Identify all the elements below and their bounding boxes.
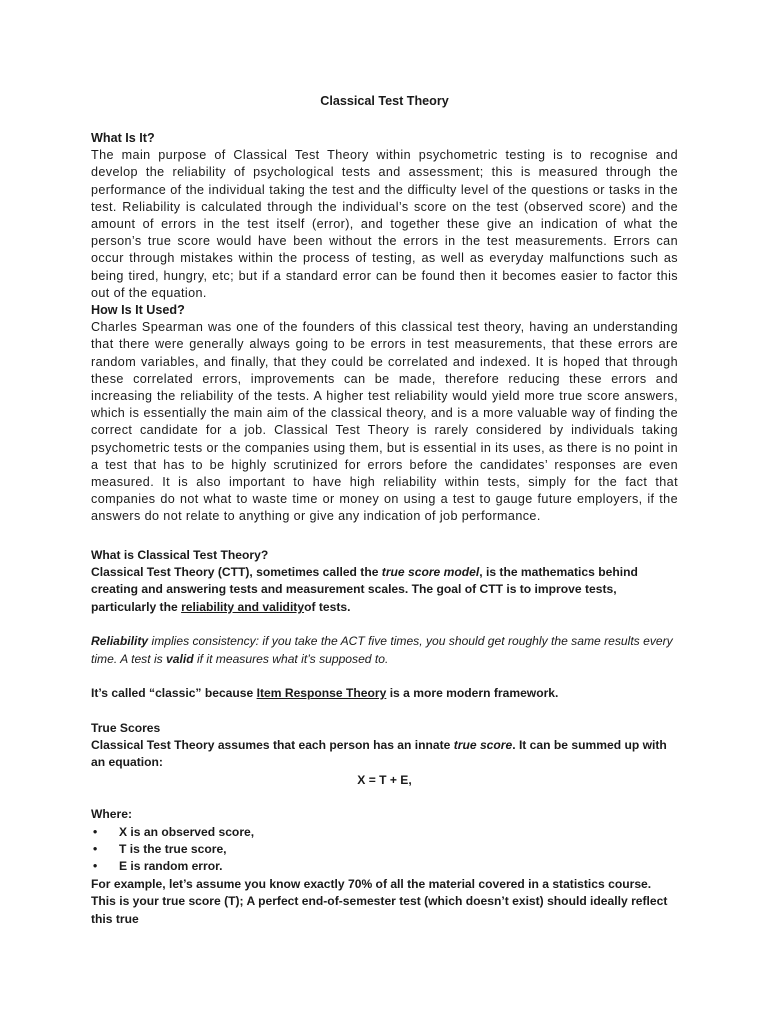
text-run: . It can be summed up with an equation: [91, 737, 667, 770]
section-heading: What Is It? [91, 131, 155, 145]
section-paragraph [91, 685, 678, 702]
definition-list [91, 824, 678, 876]
list-item: • X is an observed score, [91, 824, 678, 841]
document-title: Classical Test Theory [320, 94, 449, 108]
irt-link[interactable]: Item Response Theory [256, 686, 387, 701]
list-item: • T is the true score, [91, 841, 678, 858]
spacer [91, 703, 678, 720]
section-paragraph: Charles Spearman was one of the founders of this classical test theory, having an understanding that there were generally always going to be errors in test measurements, that these errors are random variables, and finally, that they could be correlated and indexed. It is hoped that through these correlated errors, improvements can be made, therefore reducing these errors and increasing the reliability of the tests. A higher test reliability would yield more true score answers, which is essentially the main aim of the classical theory, and is a more valuable way of finding the correct candidate for a job. Classical Test Theory is rarely considered by individuals taking psychometric tests or the companies using them, but is essential in its uses, as there is no point in a test that has to be highly scrutinized for errors before the candidates’ responses are even measured. It is also important to have high reliability within tests, simply for the fact that companies do not what to waste time or money on using a test to gauge future employers, if the answers do not relate to anything or give any indication of job performance. [91, 320, 678, 524]
section-what-is-ctt [91, 547, 678, 928]
section-paragraph [91, 737, 678, 772]
emphasis-text: true score model [381, 565, 480, 580]
equation: X = T + E, [357, 772, 412, 787]
section-heading: True Scores [91, 720, 161, 735]
spacer [91, 616, 678, 633]
section-how-is-it-used [91, 302, 678, 526]
text-run: if it measures what it’s supposed to. [193, 651, 389, 666]
spacer [91, 789, 678, 806]
emphasis-text: Reliability [91, 634, 149, 649]
section-heading: What is Classical Test Theory? [91, 547, 269, 562]
list-item: • E is random error. [91, 858, 678, 875]
emphasis-text: valid [166, 651, 194, 666]
emphasis-text: true score [453, 737, 513, 752]
spacer [91, 668, 678, 685]
section-paragraph: For example, let’s assume you know exactly 70% of all the material covered in a statistics course. This is your true score (T); A perfect end-of-semester test (which doesn’t exist) should ideally reflect this true [91, 876, 668, 926]
where-label: Where: [91, 807, 132, 822]
reliability-validity-link[interactable]: reliability and validity [181, 599, 305, 614]
text-run: of tests. [304, 599, 351, 614]
text-run: Classical Test Theory (CTT), sometimes called the [91, 565, 382, 580]
text-run: Classical Test Theory assumes that each person has an innate [91, 737, 454, 752]
text-run: , is the mathematics behind creating and answering tests and measurement scales. The goal of CTT is to improve tests, particularly the [91, 565, 638, 614]
section-paragraph [91, 633, 678, 668]
section-paragraph [91, 564, 678, 616]
section-paragraph: The main purpose of Classical Test Theory within psychometric testing is to recognise and develop the reliability of psychological tests and assessment; this is measured through the performance of the individual taking the test and the difficulty level of the questions or tasks in the test. Reliability is calculated through the individual’s score on the test (observed score) and the amount of errors in the test itself (error), and together these give an indication of what the person’s true score would have been without the errors in the test measurements. Errors can occur through mistakes within the process of testing, as well as everyday malfunctions such as being tired, hungry, etc; but if a standard error can be found then it becomes easier to factor this out of the equation. [91, 148, 678, 300]
text-run: is a more modern framework. [386, 686, 559, 701]
text-run: implies consistency: if you take the ACT five times, you should get roughly the same results every time. A test is [91, 634, 673, 666]
section-what-is-it [91, 130, 678, 302]
text-run: It’s called “classic” because [91, 686, 257, 701]
section-heading: How Is It Used? [91, 303, 185, 318]
